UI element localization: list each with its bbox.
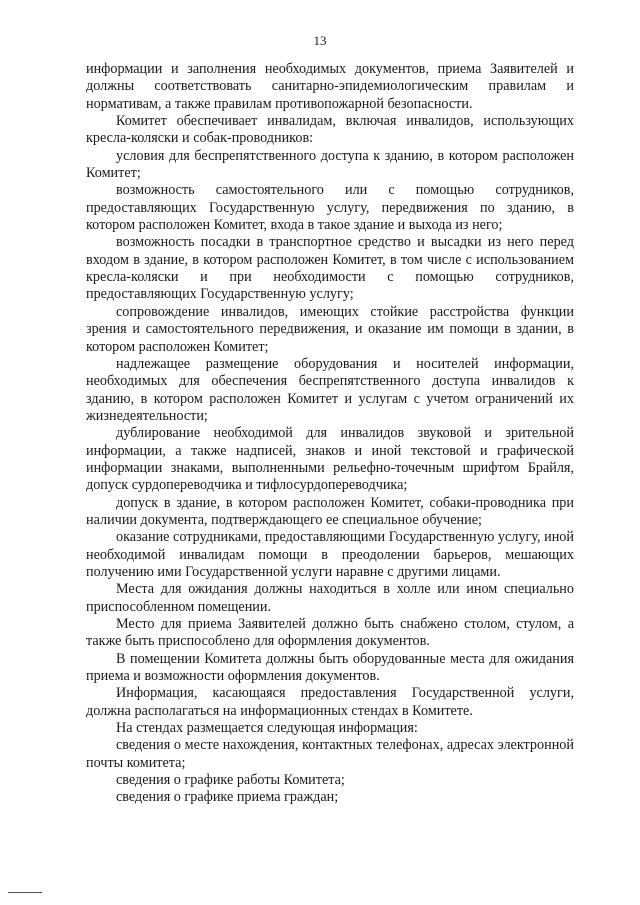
list-item: сведения о графике работы Комитета;: [116, 772, 345, 789]
list-item: условия для беспрепятственного доступа к зданию, в котором расположен Комитет;: [86, 147, 574, 182]
page-number: 13: [313, 33, 327, 48]
list-item: возможность посадки в транспортное средство и высадки из него перед входом в здание, в котором расположен Комитет, в том числе с использованием кресла-коляски и при необходимости с помощью сотрудников, предоставляющих Государственную услугу;: [86, 234, 574, 303]
document-body: [86, 61, 574, 807]
paragraph: информации и заполнения необходимых документов, приема Заявителей и должны соответствовать санитарно-эпидемиологическим правилам и нормативам, а также правилам противопожарной безопасности.: [86, 61, 574, 112]
list-item: сведения о месте нахождения, контактных телефонах, адресах электронной почты комитета;: [86, 737, 574, 771]
list-item: допуск в здание, в котором расположен Комитет, собаки-проводника при наличии документа, подтверждающего ее специальное обучение;: [86, 494, 574, 528]
list-item: возможность самостоятельного или с помощью сотрудников, предоставляющих Государственную услугу, передвижения по зданию, в котором расположен Комитет, входа в такое здание и выхода из него;: [86, 182, 574, 234]
paragraph: Места для ожидания должны находиться в холле или ином специально приспособленном помещении.: [86, 581, 574, 615]
list-item: дублирование необходимой для инвалидов звуковой и зрительной информации, а также надписей, знаков и иной текстовой и графической информации знаками, выполненными рельефно-точечным шрифтом Брайля, допуск сурдопереводчика и тифлосурдопереводчика;: [86, 425, 574, 494]
list-item: сведения о графике приема граждан;: [116, 789, 339, 806]
footer-divider: [8, 892, 42, 893]
paragraph: Комитет обеспечивает инвалидам, включая инвалидов, использующих кресла-коляски и собак-проводников:: [86, 113, 574, 147]
paragraph: Место для приема Заявителей должно быть снабжено столом, стулом, а также быть приспособлено для оформления документов.: [86, 616, 574, 650]
paragraph: Информация, касающаяся предоставления Государственной услуги, должна располагаться на информационных стендах в Комитете.: [86, 685, 574, 719]
paragraph: В помещении Комитета должны быть оборудованные места для ожидания приема и возможности оформления документов.: [86, 650, 574, 685]
list-item: сопровождение инвалидов, имеющих стойкие расстройства функции зрения и самостоятельного передвижения, и оказание им помощи в здании, в котором расположен Комитет;: [86, 303, 574, 355]
list-item: надлежащее размещение оборудования и носителей информации, необходимых для обеспечения беспрепятственного доступа инвалидов к зданию, в котором расположен Комитет и услугам с учетом ограничений их жизнедеятельности;: [86, 355, 574, 424]
list-item: оказание сотрудниками, предоставляющими Государственную услугу, иной необходимой инвалидам помощи в преодолении барьеров, мешающих получению ими Государственной услуги наравне с другими лицами.: [86, 529, 574, 580]
paragraph: На стендах размещается следующая информация:: [116, 720, 418, 737]
